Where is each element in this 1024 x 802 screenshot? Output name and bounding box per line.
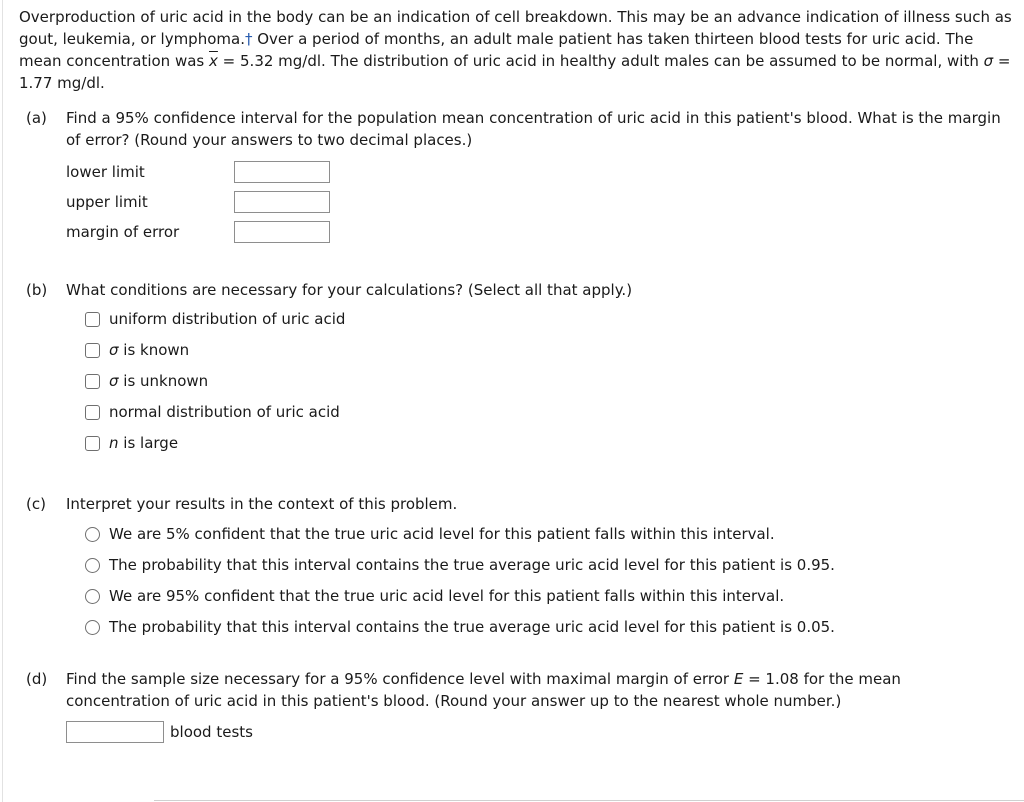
part-c-question: Interpret your results in the context of this problem. — [66, 495, 458, 513]
problem-intro — [19, 6, 1014, 94]
intro-text-2: Over a period of months, an adult male patient has taken thirteen blood tests for uric acid. The mean concentration was — [19, 30, 974, 70]
margin-of-error-input[interactable] — [234, 221, 330, 243]
upper-limit-label: upper limit — [66, 193, 148, 211]
condition-text-normal: normal distribution of uric acid — [109, 403, 340, 421]
condition-option-sigma-known[interactable] — [85, 339, 189, 361]
condition-text-sigma-unknown: σ is unknown — [109, 372, 209, 390]
radio-interpretation-1[interactable] — [85, 527, 100, 542]
condition-option-n-large[interactable] — [85, 432, 178, 454]
radio-interpretation-2[interactable] — [85, 558, 100, 573]
radio-interpretation-4[interactable] — [85, 620, 100, 635]
part-d-label: (d) — [26, 670, 48, 688]
checkbox-sigma-known[interactable] — [85, 343, 100, 358]
condition-text-n-large: n is large — [109, 434, 179, 452]
interpretation-option-1[interactable] — [85, 523, 775, 545]
lower-limit-label: lower limit — [66, 163, 145, 181]
part-d-question: Find the sample size necessary for a 95% confidence level with maximal margin of error E = 1.08 for the mean concentration of uric acid in this patient's blood. (Round your answer up to the nearest whole number.) — [66, 670, 901, 710]
frame-bottom-border — [154, 800, 1024, 801]
margin-of-error-label: margin of error — [66, 223, 180, 241]
lower-limit-row — [66, 160, 330, 184]
interpretation-option-4[interactable] — [85, 616, 835, 638]
footnote-dagger-link[interactable]: † — [244, 30, 253, 48]
lower-limit-input[interactable] — [234, 161, 330, 183]
interpretation-option-2[interactable] — [85, 554, 835, 576]
checkbox-normal[interactable] — [85, 405, 100, 420]
upper-limit-row — [66, 190, 330, 214]
interpretation-text-3: We are 95% confident that the true uric acid level for this patient falls within this interval. — [109, 587, 785, 605]
intro-text-1: Overproduction of uric acid in the body can be an indication of cell breakdown. This may be an advance indication of illness such as gout, leukemia, or lymphoma. — [19, 8, 1012, 48]
margin-of-error-row — [66, 220, 330, 244]
sample-size-units: blood tests — [170, 723, 253, 741]
part-b-question: What conditions are necessary for your calculations? (Select all that apply.) — [66, 281, 633, 299]
condition-option-uniform[interactable] — [85, 308, 345, 330]
part-a-question: Find a 95% confidence interval for the population mean concentration of uric acid in this patient's blood. What is the margin of error? (Round your answers to two decimal places.) — [66, 109, 1001, 149]
sample-size-input[interactable] — [66, 721, 164, 743]
checkbox-sigma-unknown[interactable] — [85, 374, 100, 389]
checkbox-n-large[interactable] — [85, 436, 100, 451]
radio-interpretation-3[interactable] — [85, 589, 100, 604]
sigma-symbol: σ — [983, 52, 994, 70]
interpretation-option-3[interactable] — [85, 585, 784, 607]
interpretation-text-2: The probability that this interval contains the true average uric acid level for this patient is 0.95. — [109, 556, 835, 574]
condition-option-sigma-unknown[interactable] — [85, 370, 208, 392]
frame-left-border — [2, 0, 3, 802]
part-b-label: (b) — [26, 281, 48, 299]
sample-size-row — [66, 720, 253, 744]
part-c-label: (c) — [26, 495, 46, 513]
part-a-label: (a) — [26, 109, 47, 127]
checkbox-uniform[interactable] — [85, 312, 100, 327]
intro-text-3: = 5.32 mg/dl. The distribution of uric acid in healthy adult males can be assumed to be normal, with — [217, 52, 984, 70]
condition-text-sigma-known: σ is known — [109, 341, 190, 359]
condition-text-uniform: uniform distribution of uric acid — [109, 310, 346, 328]
e-symbol: E — [733, 670, 744, 688]
condition-option-normal[interactable] — [85, 401, 340, 423]
interpretation-text-4: The probability that this interval contains the true average uric acid level for this patient is 0.05. — [109, 618, 835, 636]
interpretation-text-1: We are 5% confident that the true uric acid level for this patient falls within this interval. — [109, 525, 775, 543]
upper-limit-input[interactable] — [234, 191, 330, 213]
xbar-symbol: $\overline{x}$ — [209, 52, 218, 70]
intro-text-4: = 1.77 mg/dl. — [19, 52, 1011, 92]
